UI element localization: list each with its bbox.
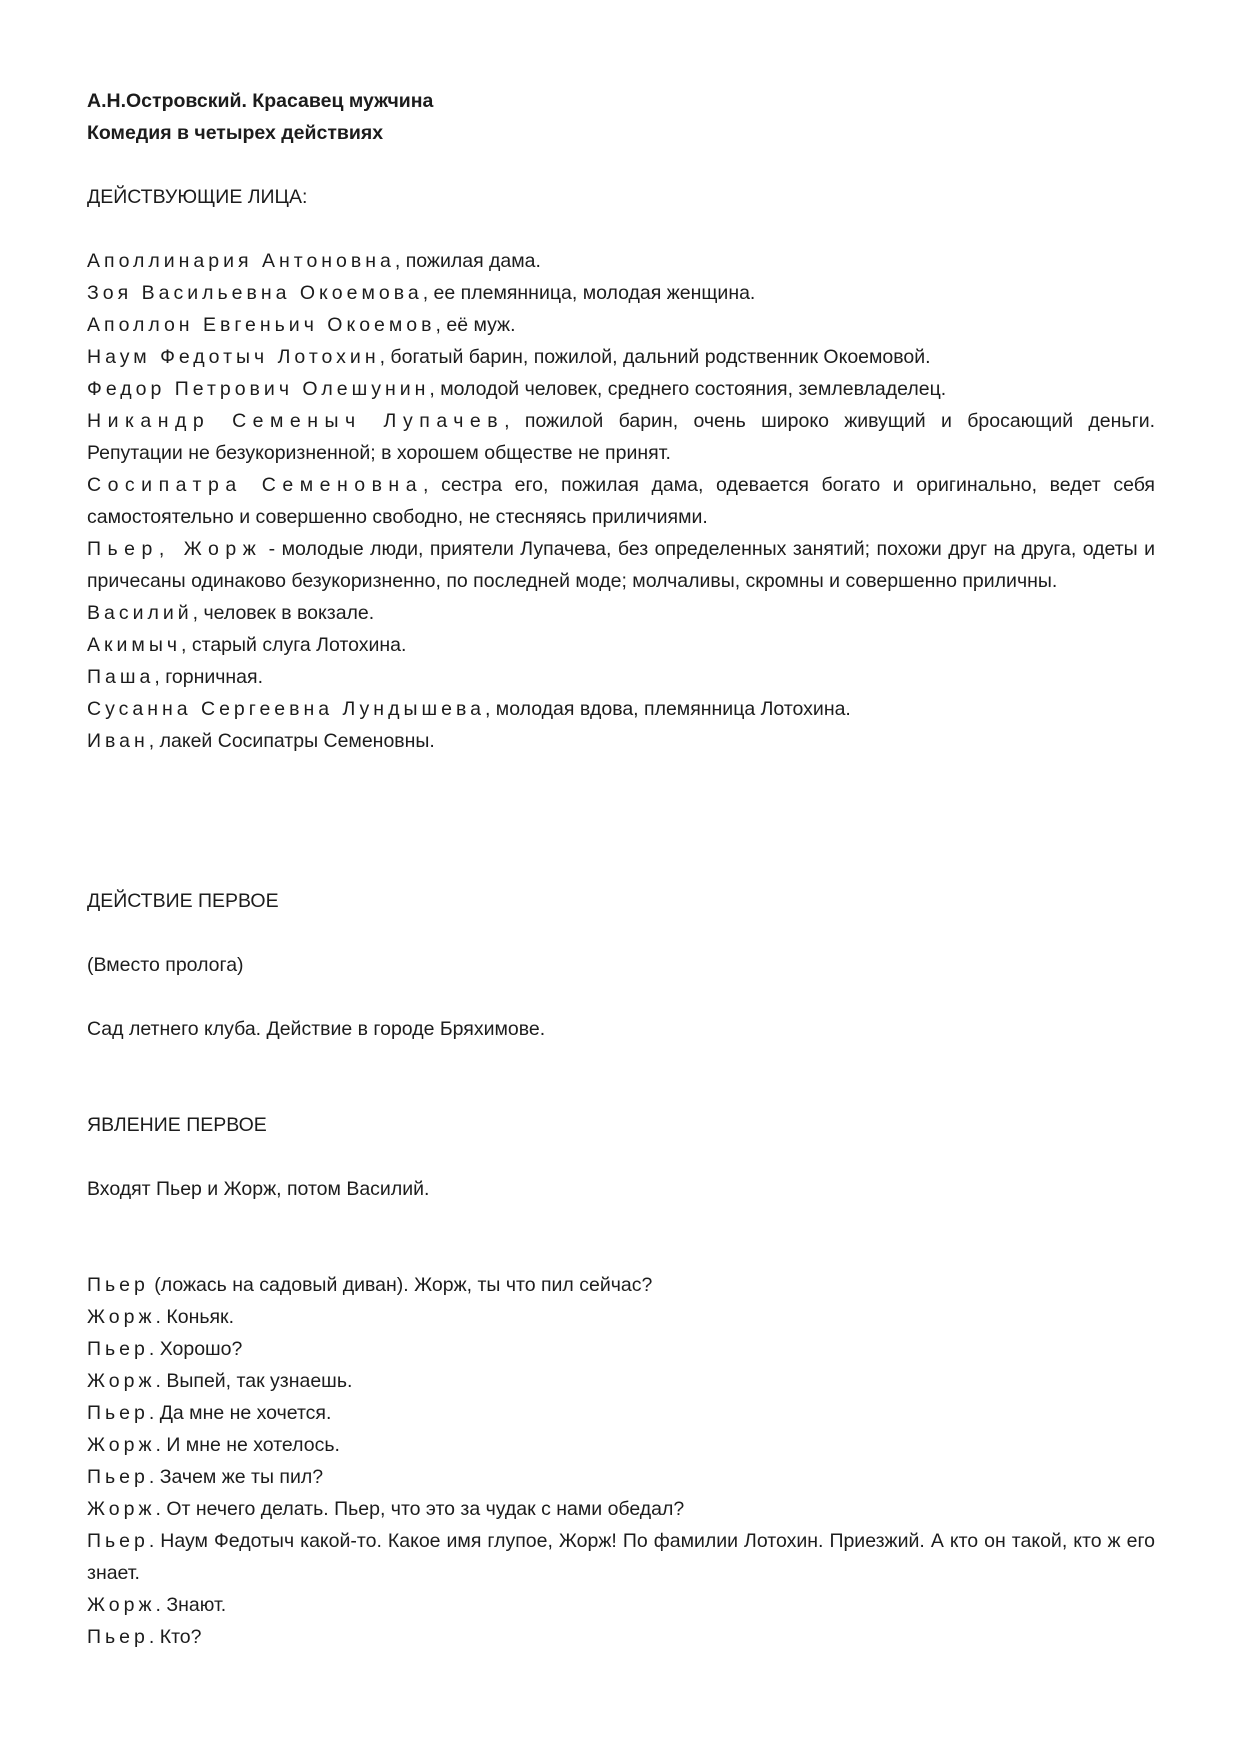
character-name: Сусанна Сергеевна Лундышева bbox=[87, 698, 485, 720]
dialogue-line bbox=[87, 1493, 1155, 1525]
cast-entry bbox=[87, 597, 1155, 629]
speaker-name: Пьер bbox=[87, 1530, 149, 1552]
scene-heading: ЯВЛЕНИЕ ПЕРВОЕ bbox=[87, 1114, 267, 1136]
speech: . От нечего делать. Пьер, что это за чудак с нами обедал? bbox=[155, 1498, 685, 1520]
cast-entry bbox=[87, 373, 1155, 405]
speaker-name: Пьер bbox=[87, 1338, 149, 1360]
speaker-name: Жорж bbox=[87, 1370, 156, 1392]
cast-entry bbox=[87, 469, 1155, 533]
cast-entry bbox=[87, 693, 1155, 725]
stage-direction: Входят Пьер и Жорж, потом Василий. bbox=[87, 1178, 430, 1200]
document-title: А.Н.Островский. Красавец мужчина bbox=[87, 90, 434, 112]
character-description: , человек в вокзале. bbox=[192, 602, 375, 624]
character-description: - молодые люди, приятели Лупачева, без определенных занятий; похожи друг на друга, одеты и причесаны одинаково безукоризненно, по последней моде; молчаливы, скромны и совершенно приличны. bbox=[87, 538, 1155, 592]
dialogue-line bbox=[87, 1333, 1155, 1365]
cast-heading: ДЕЙСТВУЮЩИЕ ЛИЦА: bbox=[87, 186, 308, 208]
character-description: , пожилой барин, очень широко живущий и бросающий деньги. Репутации не безукоризненной; в хорошем обществе не принят. bbox=[87, 410, 1156, 464]
character-name: Аполлинария Антоновна bbox=[87, 250, 395, 272]
character-description: , молодая вдова, племянница Лотохина. bbox=[484, 698, 851, 720]
cast-entry bbox=[87, 341, 1155, 373]
dialogue-line bbox=[87, 1429, 1155, 1461]
cast-entry bbox=[87, 277, 1155, 309]
spacer bbox=[87, 1045, 1155, 1109]
speaker-name: Пьер bbox=[87, 1402, 149, 1424]
dialogue-line bbox=[87, 1621, 1155, 1653]
dialogue-line bbox=[87, 1525, 1155, 1589]
spacer bbox=[87, 981, 1155, 1013]
character-name: Аполлон Евгеньич Окоемов bbox=[87, 314, 436, 336]
act-note: (Вместо пролога) bbox=[87, 954, 244, 976]
speaker-name: Жорж bbox=[87, 1498, 156, 1520]
spacer bbox=[87, 213, 1155, 245]
character-name: Наум Федотыч Лотохин bbox=[87, 346, 380, 368]
speech: . Коньяк. bbox=[155, 1306, 235, 1328]
document-subtitle: Комедия в четырех действиях bbox=[87, 122, 384, 144]
cast-entry bbox=[87, 725, 1155, 757]
character-name: Зоя Васильевна Окоемова bbox=[87, 282, 423, 304]
character-description: , молодой человек, среднего состояния, землевладелец. bbox=[429, 378, 947, 400]
dialogue-line bbox=[87, 1269, 1155, 1301]
character-description: , ее племянница, молодая женщина. bbox=[422, 282, 756, 304]
character-name: Василий bbox=[87, 602, 193, 624]
speaker-name: Жорж bbox=[87, 1434, 156, 1456]
character-description: , горничная. bbox=[154, 666, 263, 688]
character-name: Федор Петрович Олешунин bbox=[87, 378, 430, 400]
speaker-name: Пьер bbox=[87, 1274, 149, 1296]
speech: . Выпей, так узнаешь. bbox=[155, 1370, 353, 1392]
spacer bbox=[87, 1205, 1155, 1269]
cast-list bbox=[87, 245, 1155, 757]
speech: . Знают. bbox=[155, 1594, 227, 1616]
character-description: , богатый барин, пожилой, дальний родственник Окоемовой. bbox=[379, 346, 931, 368]
spacer bbox=[87, 1141, 1155, 1173]
speech: . Да мне не хочется. bbox=[148, 1402, 332, 1424]
spacer bbox=[87, 917, 1155, 949]
act-setting: Сад летнего клуба. Действие в городе Бряхимове. bbox=[87, 1018, 546, 1040]
speech: . Кто? bbox=[148, 1626, 202, 1648]
document-page bbox=[87, 85, 1155, 1653]
dialogue-line bbox=[87, 1461, 1155, 1493]
dialogue-line bbox=[87, 1589, 1155, 1621]
spacer bbox=[87, 149, 1155, 181]
spacer bbox=[87, 757, 1155, 885]
character-name: Никандр Семеныч Лупачев bbox=[87, 410, 505, 432]
dialogue-line bbox=[87, 1301, 1155, 1333]
speech: . Хорошо? bbox=[148, 1338, 243, 1360]
character-description: , сестра его, пожилая дама, одевается богато и оригинально, ведет себя самостоятельно и совершенно свободно, не стесняясь приличиями. bbox=[87, 474, 1155, 528]
speech: . Зачем же ты пил? bbox=[148, 1466, 324, 1488]
character-description: , старый слуга Лотохина. bbox=[181, 634, 407, 656]
character-name: Сосипатра Семеновна bbox=[87, 474, 424, 496]
act-heading: ДЕЙСТВИЕ ПЕРВОЕ bbox=[87, 890, 279, 912]
speaker-name: Жорж bbox=[87, 1594, 156, 1616]
cast-entry bbox=[87, 405, 1155, 469]
speech: . Наум Федотыч какой-то. Какое имя глупое, Жорж! По фамилии Лотохин. Приезжий. А кто он такой, кто ж его знает. bbox=[87, 1530, 1155, 1584]
character-name: Иван bbox=[87, 730, 149, 752]
character-description: , её муж. bbox=[435, 314, 516, 336]
cast-entry bbox=[87, 245, 1155, 277]
speech: (ложась на садовый диван). Жорж, ты что пил сейчас? bbox=[148, 1274, 653, 1296]
character-name: Пьер, Жорж bbox=[87, 538, 263, 560]
speaker-name: Пьер bbox=[87, 1626, 149, 1648]
character-name: Паша bbox=[87, 666, 155, 688]
dialogue-line bbox=[87, 1365, 1155, 1397]
character-description: , пожилая дама. bbox=[394, 250, 541, 272]
speech: . И мне не хотелось. bbox=[155, 1434, 340, 1456]
speaker-name: Пьер bbox=[87, 1466, 149, 1488]
cast-entry bbox=[87, 533, 1155, 597]
cast-entry bbox=[87, 661, 1155, 693]
character-name: Акимыч bbox=[87, 634, 182, 656]
character-description: , лакей Сосипатры Семеновны. bbox=[148, 730, 435, 752]
cast-entry bbox=[87, 309, 1155, 341]
dialogue-line bbox=[87, 1397, 1155, 1429]
cast-entry bbox=[87, 629, 1155, 661]
speaker-name: Жорж bbox=[87, 1306, 156, 1328]
dialogue bbox=[87, 1269, 1155, 1653]
